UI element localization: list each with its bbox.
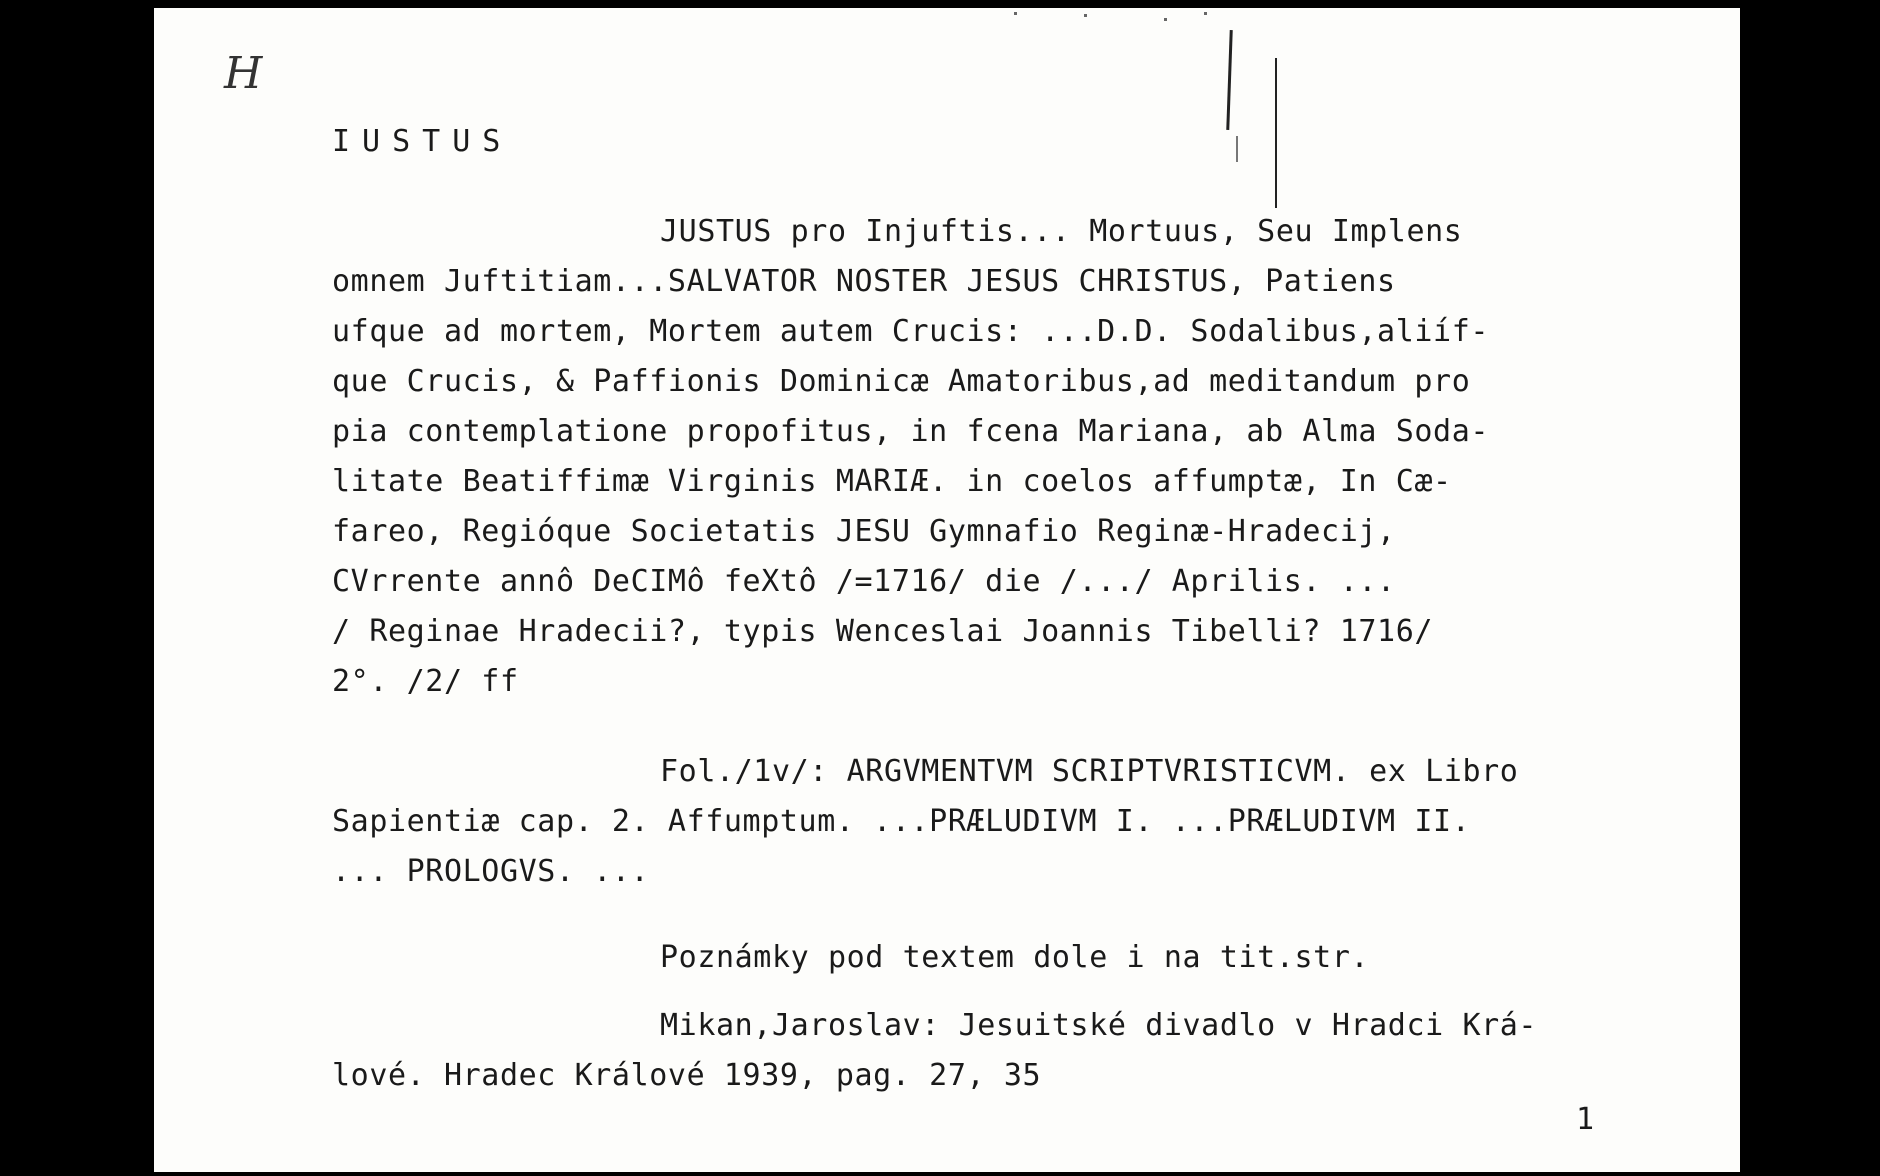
text-line: fareo, Regióque Societatis JESU Gymnafio Reginæ-Hradecij, (332, 514, 1396, 549)
text-line: CVrrente annô DeCIMô feXtô /=1716/ die /.../ Aprilis. ... (332, 564, 1396, 599)
text-line: omnem Juftitiam...SALVATOR NOSTER JESUS CHRISTUS, Patiens (332, 264, 1396, 299)
card-heading: IUSTUS (332, 124, 513, 159)
page-number: 1 (1576, 1102, 1595, 1137)
pencil-stroke (1226, 30, 1232, 130)
handwritten-mark: H (224, 48, 259, 99)
text-line: Sapientiæ cap. 2. Affumptum. ...PRÆLUDIVM I. ...PRÆLUDIVM II. (332, 804, 1471, 839)
text-line: ... PROLOGVS. ... (332, 854, 650, 889)
text-line: Fol./1v/: ARGVMENTVM SCRIPTVRISTICVM. ex Libro (660, 754, 1519, 789)
scan-speck (1204, 12, 1207, 15)
text-line: 2°. /2/ ff (332, 664, 519, 699)
scan-speck (1014, 12, 1017, 15)
scan-speck (1164, 18, 1167, 21)
pencil-stroke (1236, 136, 1238, 162)
text-line: JUSTUS pro Injuftis... Mortuus, Seu Implens (660, 214, 1463, 249)
text-line: litate Beatiffimæ Virginis MARIÆ. in coelos affumptæ, In Cæ- (332, 464, 1452, 499)
note-line: Poznámky pod textem dole i na tit.str. (660, 940, 1370, 975)
text-line: que Crucis, & Paffionis Dominicæ Amatoribus,ad meditandum pro (332, 364, 1471, 399)
reference-line: Mikan,Jaroslav: Jesuitské divadlo v Hradci Krá- (660, 1008, 1538, 1043)
reference-line: lové. Hradec Králové 1939, pag. 27, 35 (332, 1058, 1042, 1093)
text-line: pia contemplatione propofitus, in fcena Mariana, ab Alma Soda- (332, 414, 1490, 449)
pencil-stroke (1275, 58, 1277, 208)
text-line: ufque ad mortem, Mortem autem Crucis: ...D.D. Sodalibus,aliíf- (332, 314, 1490, 349)
text-line: / Reginae Hradecii?, typis Wenceslai Joannis Tibelli? 1716/ (332, 614, 1434, 649)
scan-speck (1084, 14, 1087, 17)
catalog-card (154, 8, 1740, 1172)
